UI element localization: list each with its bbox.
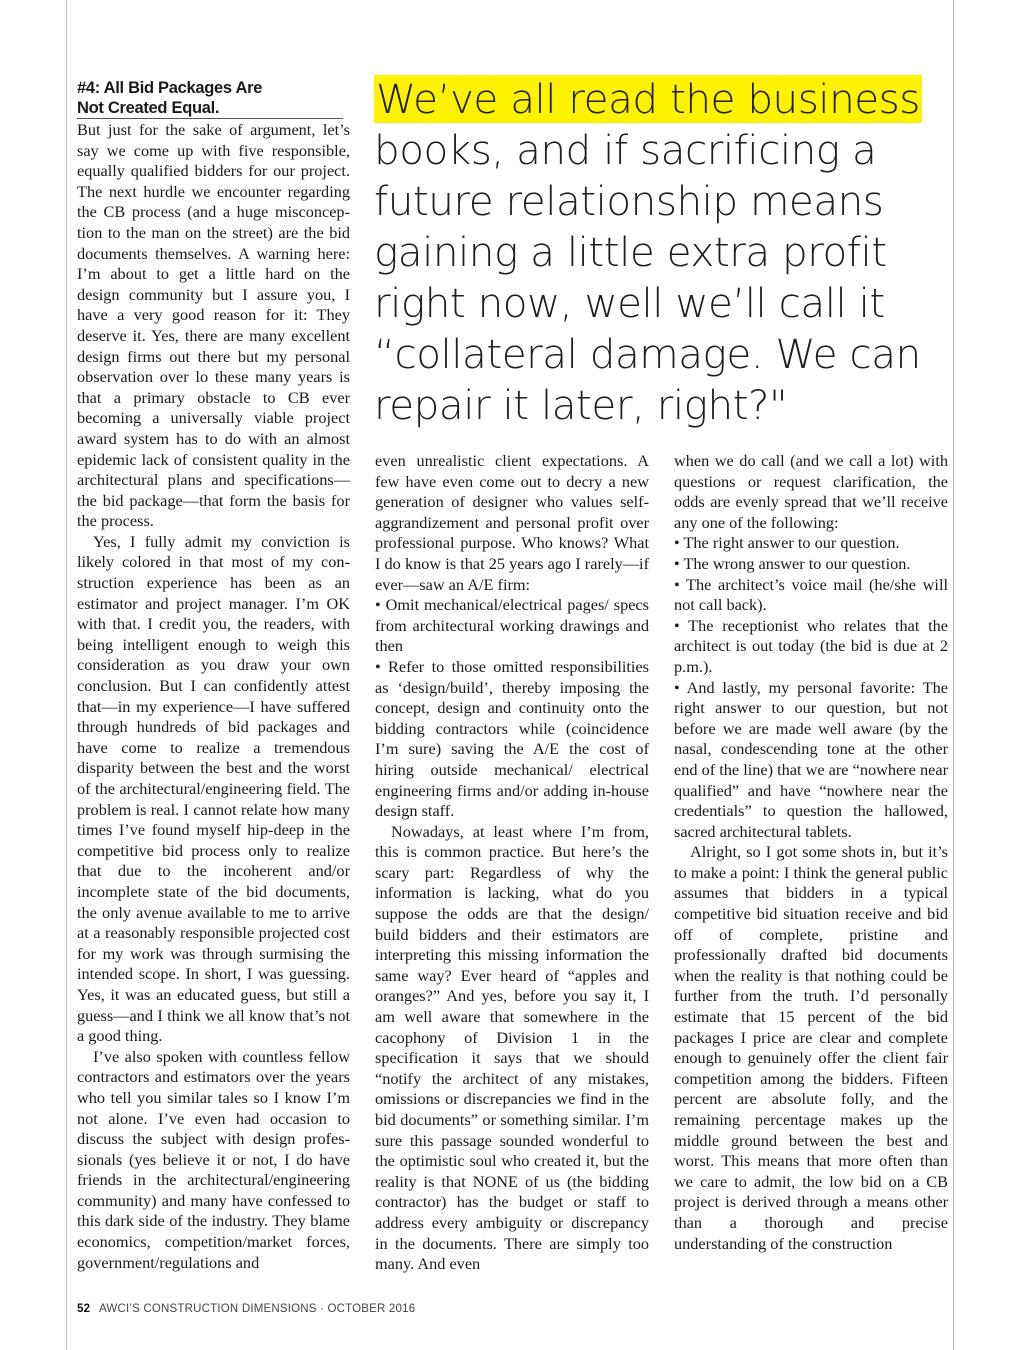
left-margin-rule [66, 0, 67, 1350]
paragraph: Yes, I fully admit my conviction is likely colored in that most of my construction experience has been as an estimator and project manager. I’m OK with that. I credit you, the readers, with being intelligent enough to weigh this consideration as you draw your own conclusion. But I can confidently attest that—in my experience—I have suffered through hundreds of bid packages and have come to realize a tremendous disparity between the best and the worst of the architectural/engineering field. The problem is real. I cannot relate how many times I’ve found myself hip-deep in the competitive bid process only to realize that due to the incoherent and/or incomplete state of the bid documents, the only avenue available to me to arrive at a reasonably responsible projected cost for my work was through surmising the intended scope. In short, I was guessing. Yes, it was an educated guess, but still a guess—and I think we all know that’s not a good thing. [77, 531, 350, 1046]
publication-credit: AWCI’S CONSTRUCTION DIMENSIONS · OCTOBER 2016 [98, 1303, 416, 1315]
bullet-item: • The right answer to our question. [674, 533, 900, 553]
section-heading [77, 78, 350, 119]
paragraph: even unrealistic client expectations. A few have even come out to decry a new generation of designer who values self-aggrandizement and personal profit over professional purpose. Who knows? What I do know is that 25 years ago I rarely—if ever—saw an A/E firm: [375, 451, 649, 594]
paragraph: Nowadays, at least where I’m from, this is common practice. But here’s the scary part: Regardless of why the information is lacking, what do you suppose the odds are that the design/ build bidders and their estimators are interpreting this missing information the same way? Ever heard of “apples and oranges?” And yes, before you say it, I am well aware that somewhere in the cacophony of Division 1 in the specification it says that we should “notify the architect of any mistakes, omissions or discrepancies we find in the bid documents” or something similar. I’m sure this passage sounded wonderful to the optimistic soul who created it, but the reality is that NONE of us (the bidding contractor) has the budget or staff to address every ambiguity or discrepancy in the documents. There are simply too many. And even [375, 821, 649, 1274]
paragraph: when we do call (and we call a lot) with questions or request clarification, the odds are evenly spread that we’ll receive any one of the following: [674, 451, 948, 532]
page-number: 52 [77, 1303, 91, 1315]
section-heading-line-1: #4: All Bid Packages Are [77, 79, 263, 97]
article-column-3 [674, 451, 948, 1254]
bullet-item: • The wrong answer to our question. [674, 553, 911, 573]
pull-quote-line-5: right now, well we’ll call it [374, 279, 885, 327]
page-footer [77, 1303, 415, 1315]
bullet-item: • The architect’s voice mail (he/she will not call back). [674, 574, 948, 615]
bullet-item: • The receptionist who relates that the architect is out today (the bid is due at 2 p.m.). [674, 615, 948, 676]
pull-quote-line-6: “collateral damage. We can [374, 330, 921, 378]
pull-quote-highlight: We’ve all read the business [376, 75, 920, 123]
bullet-item: • Omit mechanical/electrical pages/ specs from architectural working drawings and then [375, 595, 649, 656]
right-margin-rule [953, 0, 954, 1350]
pull-quote-line-7: repair it later, right?" [374, 381, 788, 429]
pull-quote [374, 74, 944, 431]
paragraph: I’ve also spoken with countless fellow contractors and estimators over the years who tell you similar tales so I know I’m not alone. I’ve even had occasion to discuss the subject with design professionals (yes believe it or not, I do have friends in the architectural/engineering community) and many have confessed to this dark side of the industry. They blame economics, competition/market forces, government/regulations and [77, 1046, 350, 1272]
pull-quote-line-4: gaining a little extra profit [374, 228, 887, 276]
pull-quote-line-3: future relationship means [374, 177, 884, 225]
pull-quote-line-2: books, and if sacrificing a [374, 126, 877, 174]
paragraph: Alright, so I got some shots in, but it’s to make a point: I think the general public assumes that bidders in a typical competitive bid situation receive and bid off of complete, pristine and professionally drafted bid documents when the reality is that nothing could be further from the truth. I’d personally estimate that 15 percent of the bid packages I price are clear and complete enough to genuinely offer the client fair competition among the bidders. Fifteen percent are absolute folly, and the remaining percentage makes up the middle ground between the best and worst. This means that more often than we care to admit, the low bid on a CB project is derived through a means other than a thorough and precise understanding of the construction [674, 842, 948, 1253]
bullet-item: • And lastly, my personal favorite: The right answer to our question, but not before we are made well aware (by the nasal, condescending tone at the other end of the line) that we are “nowhere near qualified” and have “nowhere near the credentials” to question the hallowed, sacred architectural tablets. [674, 677, 948, 841]
article-column-1 [77, 78, 350, 1273]
pull-quote-line-1 [374, 74, 944, 125]
bullet-item: • Refer to those omitted responsibilities as ‘design/build’, thereby imposing the concept, design and continuity onto the bidding contractors while (coincidence I’m sure) saving the A/E the cost of hiring outside mechanical/ electrical engineering firms and/or adding in-house design staff. [375, 656, 649, 821]
paragraph: But just for the sake of argument, let’s say we come up with five responsible, equally qualified bidders for our project. The next hurdle we encounter regarding the CB process (and a huge misconception to the man on the street) are the bid documents themselves. A warning here: I’m about to get a little hard on the design community but I assure you, I have a very good reason for it: They deserve it. Yes, there are many excellent design firms out there but my personal observation over lo these many years is that a primary obstacle to CB ever becoming a universally viable project award system has to do with an almost epidemic lack of consistent quality in the architectural plans and specifications—the bid package—that form the basis for the process. [77, 120, 350, 531]
article-column-2 [375, 451, 649, 1275]
section-heading-line-2: Not Created Equal. [77, 98, 343, 119]
